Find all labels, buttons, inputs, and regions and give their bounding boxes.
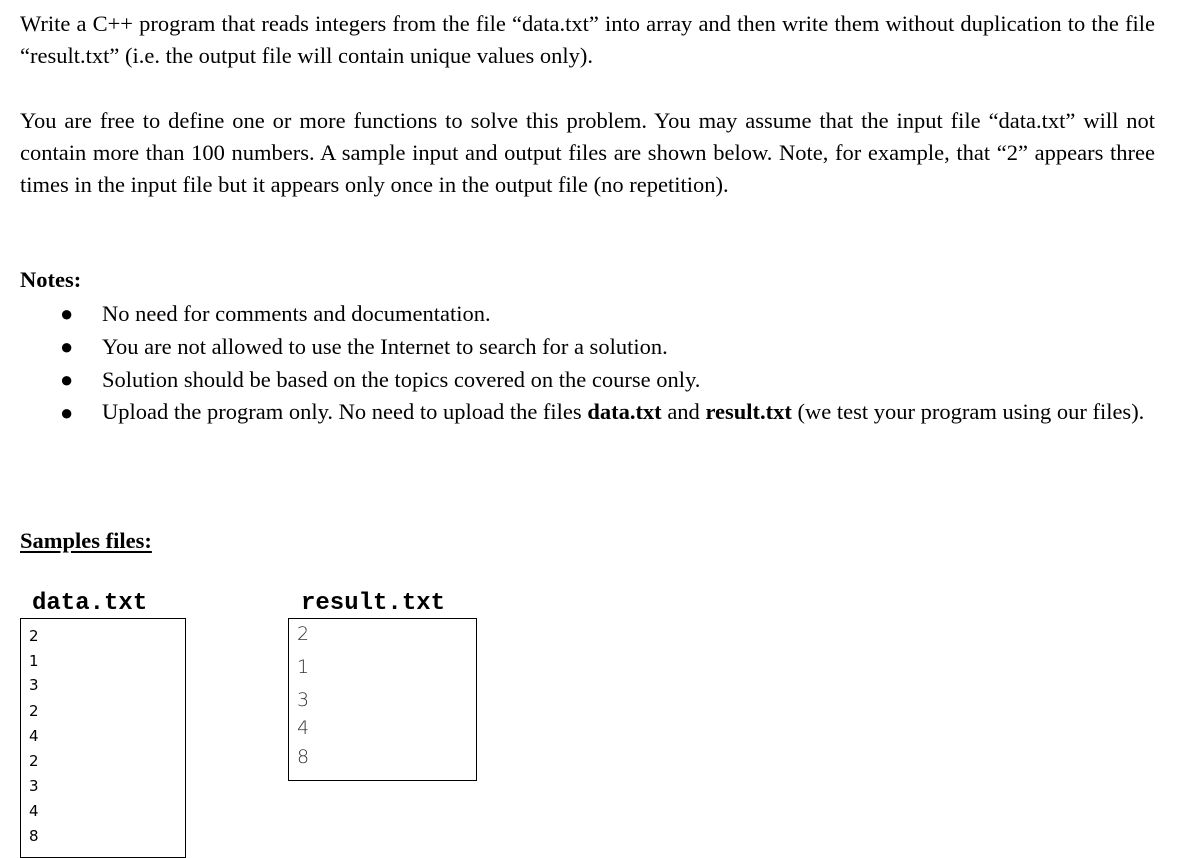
result-file-title: result.txt [301,590,446,617]
problem-details: You are free to define one or more functions to solve this problem. You may assume that the input file “data.txt” will not contain more than 100 numbers. A sample input and output files are shown below. Note, for example, that “2” appears three times in the input file but it appears only once in the output file (no repetition). [20,108,1155,197]
result-value: 3 [297,689,310,711]
data-file-name: data.txt [587,399,662,424]
data-value: 3 [29,676,39,694]
data-value: 2 [29,627,39,645]
data-value: 3 [29,777,39,795]
notes-list [20,297,1155,428]
note-item: ● No need for comments and documentation. [20,297,1155,330]
data-value: 8 [29,827,39,845]
bullet-icon: ● [60,301,74,326]
note-item: ● Solution should be based on the topics covered on the course only. [20,363,1155,396]
bullet-icon: ● [60,367,74,392]
data-value: 2 [29,752,39,770]
result-file-name: result.txt [705,399,792,424]
data-value: 4 [29,727,39,745]
data-value: 4 [29,802,39,820]
result-value: 8 [297,746,310,768]
data-file-title: data.txt [32,590,148,617]
note-item: ● You are not allowed to use the Internet to search for a solution. [20,330,1155,363]
result-file-box [288,618,477,781]
result-value: 1 [297,656,310,678]
result-value: 2 [297,623,310,645]
notes-heading: Notes: [20,267,82,292]
result-value: 4 [297,717,310,739]
data-file-box [20,618,186,858]
bullet-icon: ● [60,334,74,359]
data-value: 2 [29,702,39,720]
problem-statement: Write a C++ program that reads integers from the file “data.txt” into array and then write them without duplication to the file “result.txt” (i.e. the output file will contain unique values only). [20,11,1155,68]
bullet-icon: ● [60,400,74,425]
samples-heading: Samples files: [20,528,152,553]
data-value: 1 [29,652,39,670]
note-item: ● Upload the program only. No need to upload the files data.txt and result.txt (we test your program using our files). [20,396,1155,428]
